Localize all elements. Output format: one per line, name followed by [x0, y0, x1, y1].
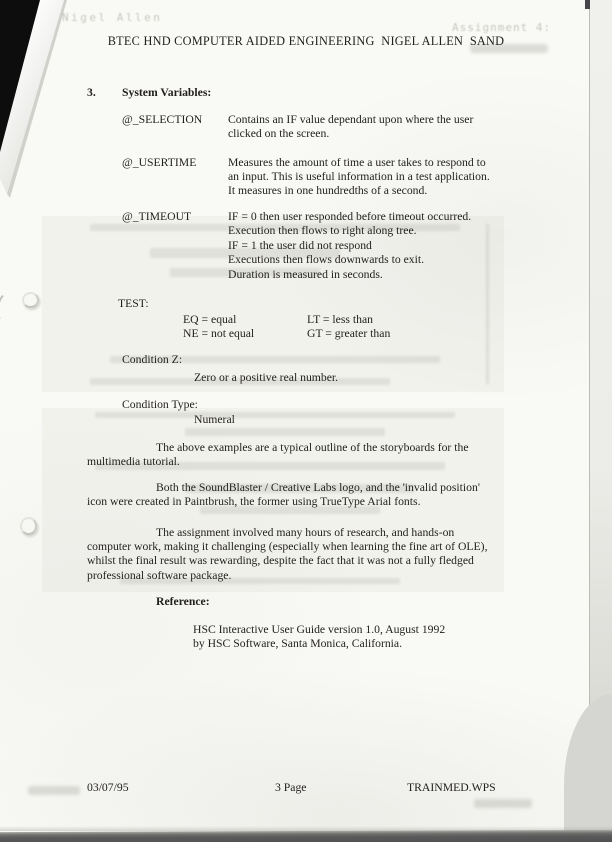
bleed-smudge: [95, 412, 455, 418]
paragraph-line: The assignment involved many hours of research, and hands-on: [156, 526, 455, 539]
document-header: BTEC HND COMPUTER AIDED ENGINEERING NIGEL ALLEN SAND: [107, 34, 505, 48]
ghost-blob: [474, 799, 532, 808]
ghost-blob: [28, 786, 80, 795]
paragraph-line: professional software package.: [87, 569, 232, 582]
variable-desc-line: Contains an IF value dependant upon where the user: [228, 113, 474, 126]
scan-mark-top-right: [585, 0, 590, 9]
paragraph-line: The above examples are a typical outline of the storyboards for the: [156, 441, 469, 454]
test-ne: NE = not equal: [183, 327, 255, 340]
footer-date: 03/07/95: [87, 781, 129, 794]
paper-crease-mark: [0, 291, 19, 325]
variable-name-timeout: @_TIMEOUT: [122, 210, 192, 223]
variable-desc-line: Duration is measured in seconds.: [228, 268, 383, 281]
paragraph-line: icon were created in Paintbrush, the former using TrueType Arial fonts.: [87, 495, 421, 508]
scanner-background-bottom-bar: [0, 830, 612, 842]
hole-punch-bottom: [20, 517, 37, 535]
section-number: 3.: [87, 86, 96, 99]
paragraph-line: whilst the final result was rewarding, despite the fact that it was not a fully fledged: [87, 554, 474, 567]
condition-type-value: Numeral: [194, 413, 235, 426]
condition-type-label: Condition Type:: [122, 398, 198, 411]
bleed-smudge: [486, 224, 489, 384]
footer-filename: TRAINMED.WPS: [407, 781, 496, 794]
variable-desc-line: Executions then flows downwards to exit.: [228, 253, 425, 266]
test-label: TEST:: [118, 297, 149, 310]
condition-z-value: Zero or a positive real number.: [194, 371, 339, 384]
variable-desc-line: Execution then flows to right along tree.: [228, 224, 417, 237]
variable-desc-line: IF = 0 then user responded before timeout occurred.: [228, 210, 472, 223]
variable-desc-line: Measures the amount of time a user takes to respond to: [228, 156, 486, 169]
variable-desc-line: clicked on the screen.: [228, 127, 330, 140]
variable-name-selection: @_SELECTION: [122, 113, 203, 126]
section-title: System Variables:: [122, 86, 212, 99]
bleed-smudge: [185, 428, 385, 436]
test-gt: GT = greater than: [307, 327, 391, 340]
variable-desc-line: an input. This is useful information in a test application.: [228, 170, 490, 183]
test-lt: LT = less than: [307, 313, 374, 326]
paragraph-line: Both the SoundBlaster / Creative Labs logo, and the 'invalid position': [156, 481, 480, 494]
variable-name-usertime: @_USERTIME: [122, 156, 197, 169]
variable-desc-line: It measures in one hundredths of a second.: [228, 184, 428, 197]
hole-punch-top: [22, 292, 39, 308]
ghost-text-top-left: Nigel Allen: [62, 11, 163, 24]
paragraph-line: multimedia tutorial.: [87, 455, 180, 468]
paragraph-line: computer work, making it challenging (especially when learning the fine art of OLE),: [87, 540, 488, 553]
variable-desc-line: IF = 1 the user did not respond: [228, 239, 372, 252]
ghost-text-top-right: Assignment 4:: [452, 21, 552, 34]
reference-line: by HSC Software, Santa Monica, California.: [193, 637, 403, 650]
test-eq: EQ = equal: [183, 313, 237, 326]
scanner-background-bottom-right: [564, 694, 612, 834]
reference-line: HSC Interactive User Guide version 1.0, August 1992: [193, 623, 446, 636]
condition-z-label: Condition Z:: [122, 353, 183, 366]
footer-page-number: 3 Page: [275, 781, 307, 794]
reference-label: Reference:: [156, 595, 210, 608]
